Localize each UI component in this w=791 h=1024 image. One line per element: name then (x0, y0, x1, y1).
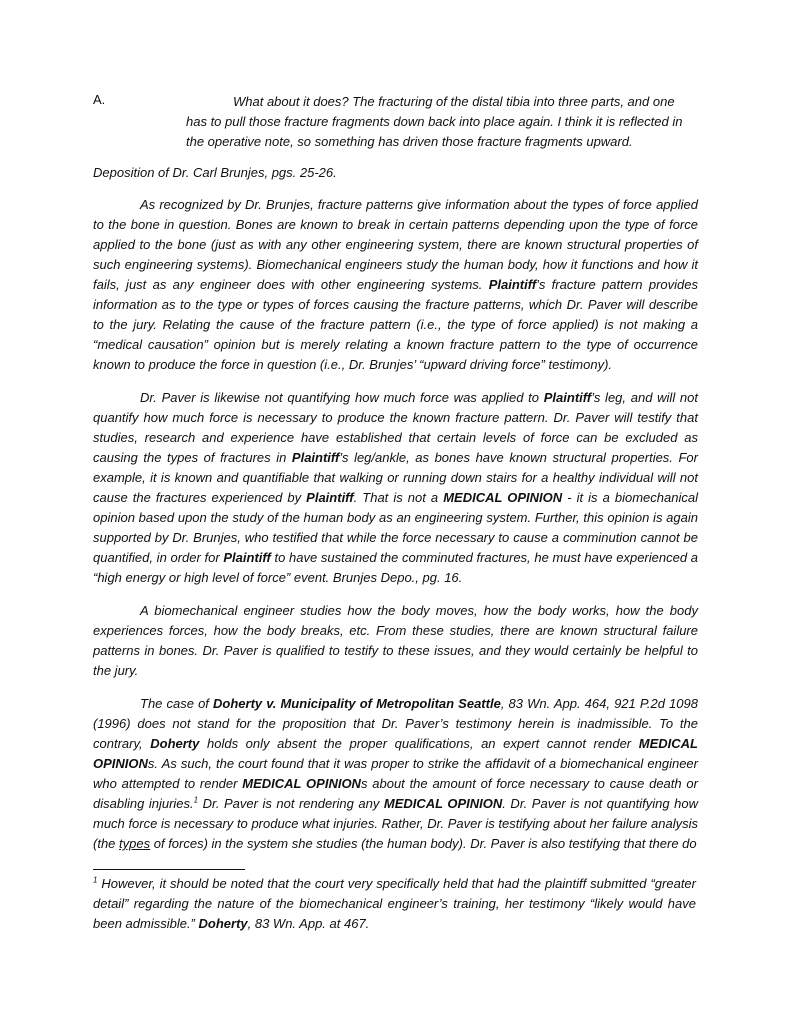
footnote: $^1$ However, it should be noted that the court very specifically held that had the plaintiff submitted “greater detail” regarding the nature of the biomechanical engineer’s training, her testimony “likely would have been admissible.” Doherty, 83 Wn. App. at 467. (93, 875, 696, 931)
answer-text: What about it does? The fracturing of the distal tibia into three parts, and one has to pull those fracture fragments down back into place again. I think it is reflected in the operative note, so something has driven those fracture fragments upward. (186, 94, 683, 149)
underlined-types: types (119, 836, 151, 851)
medical-opinion-bold: MEDICAL OPINION (443, 490, 563, 505)
paragraph-fracture-patterns: As recognized by Dr. Brunjes, fracture patterns give information about the types of force applied to the bone in question. Bones are known to break in certain patterns depending upon the type of force applied to the bone (just as with any other engineering system, there are known structural properties of such engineering systems). Biomechanical engineers study the human body, how it functions and how it fails, just as any engineer does with other engineering systems. Plaintiff’s fracture pattern provides information as to the type or types of forces causing the fracture patterns, which Dr. Paver will describe to the jury. Relating the cause of the fracture pattern (i.e., the type of force applied) is not making a “medical causation” opinion but is merely relating a known fracture pattern to the type of occurrence known to produce the force in question (i.e., Dr. Brunjes’ “upward driving force” testimony). (93, 197, 698, 372)
paragraph-force-quantification: Dr. Paver is likewise not quantifying how much force was applied to Plaintiff’s leg, and will not quantify how much force is necessary to produce the known fracture pattern. Dr. Paver will testify that studies, research and experience have established that certain levels of force can be excluded as causing the types of fractures in Plaintiff’s leg/ankle, as bones have known structural properties. For example, it is known and quantifiable that walking or running down stairs for a healthy individual will not cause the fractures experienced by Plaintiff. That is not a MEDICAL OPINION - it is a biomechanical opinion based upon the study of the human body as an engineering system. Further, this opinion is again supported by Dr. Brunjes, who testified that while the force necessary to cause a comminution cannot be quantified, in order for Plaintiff to have sustained the comminuted fractures, he must have experienced a “high energy or high level of force” event. Brunjes Depo., pg. 16. (93, 390, 698, 585)
deposition-citation: Deposition of Dr. Carl Brunjes, pgs. 25-26. (93, 165, 337, 180)
paragraph-doherty-case: The case of Doherty v. Municipality of Metropolitan Seattle, 83 Wn. App. 464, 921 P.2d 1098 (1996) does not stand for the proposition that Dr. Paver’s testimony herein is inadmissible. To the contrary, Doherty holds only absent the proper qualifications, an expert cannot render MEDICAL OPINIONs. As such, the court found that it was proper to strike the affidavit of a biomechanical engineer who attempted to render MEDICAL OPINIONs about the amount of force necessary to cause death or disabling injuries.$^1$ Dr. Paver is not rendering any MEDICAL OPINION. Dr. Paver is not quantifying how much force is necessary to produce what injuries. Rather, Dr. Paver is testifying about her failure analysis (the types of forces) in the system she studies (the human body). Dr. Paver is also testifying that there do (93, 696, 699, 851)
paragraph-biomechanical-engineer: A biomechanical engineer studies how the body moves, how the body works, how the body experiences forces, how the body breaks, etc. From these studies, there are known structural failure patterns in bones. Dr. Paver is qualified to testify to these issues, and they would certainly be helpful to the jury. (93, 603, 698, 678)
footnote-reference[interactable]: 1 (193, 795, 199, 805)
document-body (93, 92, 698, 854)
plaintiff-bold: Plaintiff (488, 277, 537, 292)
deposition-answer (93, 92, 698, 152)
answer-label: A. (93, 92, 106, 107)
footnote-separator (93, 869, 245, 870)
case-name: Doherty v. Municipality of Metropolitan Seattle (213, 696, 501, 711)
footnote-number: 1 (93, 875, 98, 885)
